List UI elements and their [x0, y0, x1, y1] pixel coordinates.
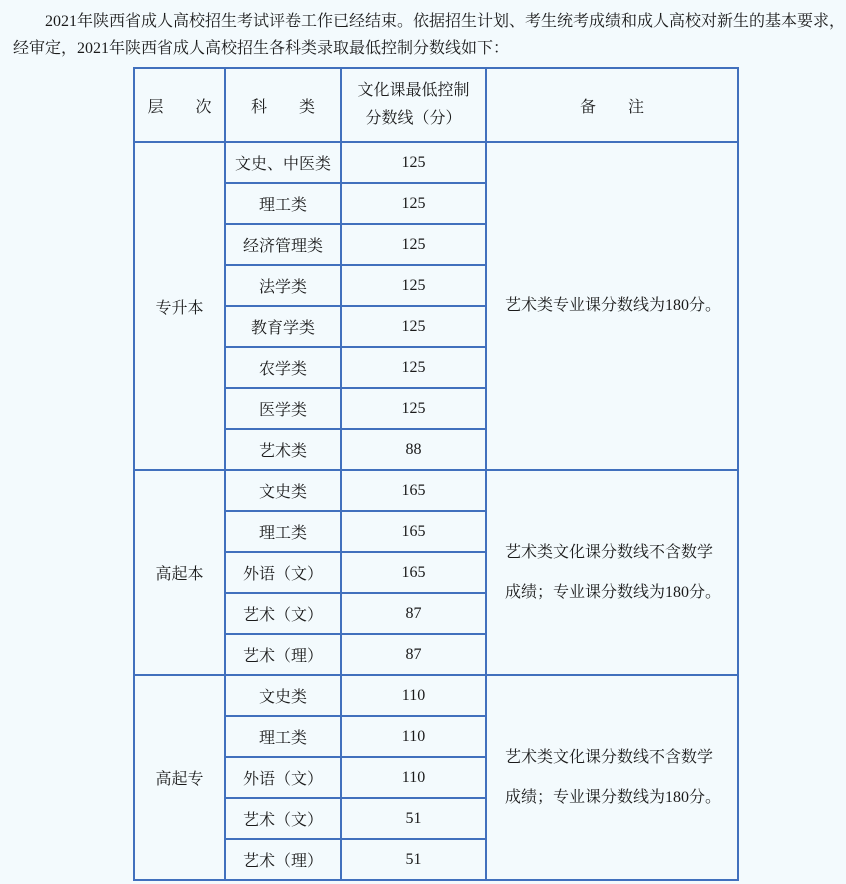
header-score-line-2: 分数线（分） — [365, 110, 462, 127]
header-score — [341, 68, 486, 142]
score-cell: 125 — [341, 224, 486, 265]
category-cell: 经济管理类 — [225, 224, 341, 265]
score-line-table — [133, 67, 739, 881]
category-cell: 艺术（文） — [225, 798, 341, 839]
category-cell: 法学类 — [225, 265, 341, 306]
score-cell: 110 — [341, 757, 486, 798]
category-cell: 艺术（文） — [225, 593, 341, 634]
score-cell: 125 — [341, 388, 486, 429]
score-cell: 110 — [341, 675, 486, 716]
category-cell: 农学类 — [225, 347, 341, 388]
score-cell: 87 — [341, 634, 486, 675]
score-cell: 165 — [341, 511, 486, 552]
score-cell: 125 — [341, 306, 486, 347]
remark-cell-zhuanshengben: 艺术类专业课分数线为180分。 — [486, 142, 738, 470]
score-cell: 51 — [341, 839, 486, 880]
category-cell: 理工类 — [225, 183, 341, 224]
category-cell: 艺术（理） — [225, 634, 341, 675]
table-header-row — [134, 68, 738, 142]
table-row — [134, 142, 738, 183]
score-cell: 125 — [341, 347, 486, 388]
score-cell: 165 — [341, 470, 486, 511]
score-cell: 87 — [341, 593, 486, 634]
level-cell-zhuanshengben: 专升本 — [134, 142, 225, 470]
header-category: 科 类 — [225, 68, 341, 142]
remark-cell-gaoqiben: 艺术类文化课分数线不含数学成绩；专业课分数线为180分。 — [486, 470, 738, 675]
score-cell: 88 — [341, 429, 486, 470]
intro-line-1: 2021年陕西省成人高校招生考试评卷工作已经结束。依据招生计划、考生统考成绩和成人高校对新生的基本要求， — [45, 13, 846, 30]
score-cell: 51 — [341, 798, 486, 839]
category-cell: 医学类 — [225, 388, 341, 429]
category-cell: 教育学类 — [225, 306, 341, 347]
header-level: 层 次 — [134, 68, 225, 142]
category-cell: 理工类 — [225, 716, 341, 757]
header-remark: 备 注 — [486, 68, 738, 142]
score-cell: 110 — [341, 716, 486, 757]
table-row — [134, 470, 738, 511]
score-cell: 125 — [341, 183, 486, 224]
score-cell: 125 — [341, 265, 486, 306]
score-cell: 165 — [341, 552, 486, 593]
level-cell-gaoqiben: 高起本 — [134, 470, 225, 675]
intro-paragraph — [0, 0, 846, 62]
category-cell: 外语（文） — [225, 552, 341, 593]
category-cell: 理工类 — [225, 511, 341, 552]
table-row — [134, 675, 738, 716]
category-cell: 艺术类 — [225, 429, 341, 470]
category-cell: 艺术（理） — [225, 839, 341, 880]
score-cell: 125 — [341, 142, 486, 183]
category-cell: 文史、中医类 — [225, 142, 341, 183]
intro-line-2: 经审定，2021年陕西省成人高校招生各科类录取最低控制分数线如下： — [13, 40, 510, 57]
category-cell: 文史类 — [225, 675, 341, 716]
remark-cell-gaoqizhuan: 艺术类文化课分数线不含数学成绩；专业课分数线为180分。 — [486, 675, 738, 880]
category-cell: 外语（文） — [225, 757, 341, 798]
level-cell-gaoqizhuan: 高起专 — [134, 675, 225, 880]
category-cell: 文史类 — [225, 470, 341, 511]
header-score-line-1: 文化课最低控制 — [357, 82, 470, 99]
